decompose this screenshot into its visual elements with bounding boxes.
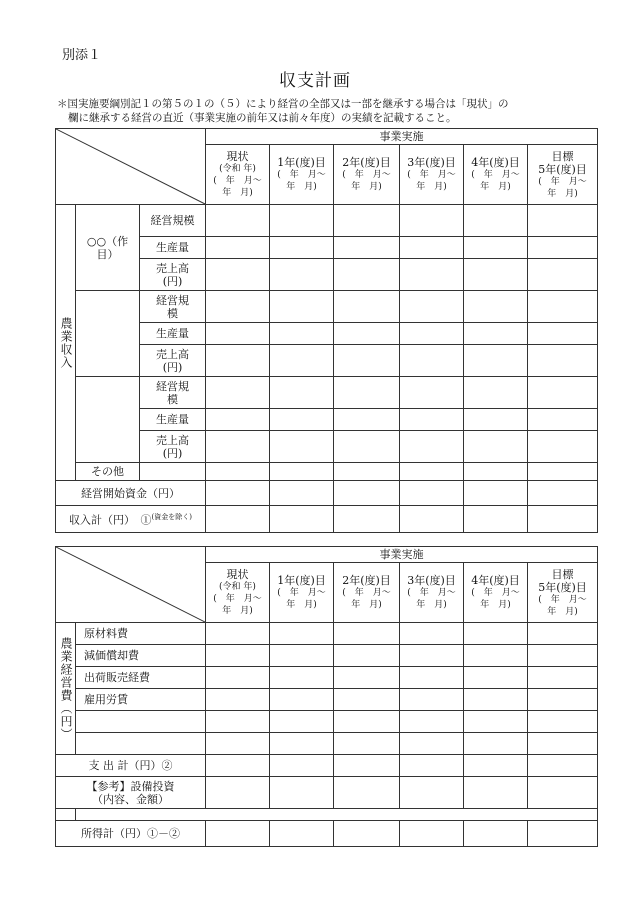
input-cell[interactable] [528,259,598,291]
col-year2: 2年(度)目 ( 年 月～ 年 月) [334,145,400,205]
input-cell[interactable] [334,237,400,259]
income-net-label: 所得計（円）①－② [56,821,206,847]
input-cell[interactable] [464,733,528,755]
input-cell[interactable] [464,623,528,645]
input-cell[interactable] [334,259,400,291]
col-year4: 4年(度)目 ( 年 月～ 年 月) [464,563,528,623]
input-cell[interactable] [334,431,400,463]
page-title: 収支計画 [279,71,351,91]
input-cell[interactable] [400,711,464,733]
input-cell[interactable] [334,645,400,667]
input-cell[interactable] [334,409,400,431]
input-cell[interactable] [334,689,400,711]
startfund-label: 経営開始資金（円） [56,481,206,506]
input-cell[interactable] [528,711,598,733]
input-cell[interactable] [334,733,400,755]
input-cell[interactable] [206,506,270,533]
expense-item: 原材料費 [76,623,206,645]
crop-blank[interactable] [76,377,140,463]
expense-table [55,546,598,847]
input-cell[interactable] [528,481,598,506]
production-label: 生産量 [140,237,206,259]
input-cell[interactable] [270,237,334,259]
input-cell[interactable] [334,777,400,809]
col-goal: 目標 5年(度)目 ( 年 月～ 年 月) [528,563,598,623]
input-cell[interactable] [528,291,598,323]
input-cell[interactable] [334,623,400,645]
input-cell[interactable] [206,623,270,645]
crop-blank[interactable] [76,291,140,377]
input-cell[interactable] [270,259,334,291]
sales-label: 売上高(円) [140,345,206,377]
input-cell[interactable] [528,431,598,463]
input-cell[interactable] [528,377,598,409]
col-goal: 目標 5年(度)目 ( 年 月～ 年 月) [528,145,598,205]
input-cell[interactable] [400,205,464,237]
input-cell[interactable] [528,777,598,809]
production-label: 生産量 [140,409,206,431]
col-year3: 3年(度)目 ( 年 月～ 年 月) [400,145,464,205]
input-cell[interactable] [270,645,334,667]
input-cell[interactable] [464,689,528,711]
input-cell[interactable] [400,377,464,409]
input-cell[interactable] [270,689,334,711]
input-cell[interactable] [334,506,400,533]
input-cell[interactable] [464,345,528,377]
spacer-cell [76,809,598,821]
attachment-label: 別添１ [62,48,102,63]
scale-label: 経営規模 [140,377,206,409]
input-cell[interactable] [400,821,464,847]
input-cell[interactable] [334,291,400,323]
header-diagonal-cell [56,547,206,623]
col-year4: 4年(度)目 ( 年 月～ 年 月) [464,145,528,205]
input-cell[interactable] [400,409,464,431]
input-cell[interactable] [206,821,270,847]
expense-item: 出荷販売経費 [76,667,206,689]
instruction-note [57,97,577,125]
note-line-1: ＊国実施要綱別記１の第５の１の（５）により経営の全部又は一部を継承する場合は「現状」の [57,98,509,110]
input-cell[interactable] [400,733,464,755]
expense-item: 雇用労賃 [76,689,206,711]
input-cell[interactable] [464,323,528,345]
input-cell[interactable] [528,645,598,667]
input-cell[interactable] [206,377,270,409]
input-cell[interactable] [270,506,334,533]
input-cell[interactable] [464,821,528,847]
input-cell[interactable] [464,711,528,733]
input-cell[interactable] [528,755,598,777]
input-cell[interactable] [334,463,400,481]
input-cell[interactable] [528,733,598,755]
input-cell[interactable] [334,205,400,237]
input-cell[interactable] [270,409,334,431]
input-cell[interactable] [400,463,464,481]
input-cell[interactable] [334,323,400,345]
input-cell[interactable] [334,377,400,409]
input-cell[interactable] [400,237,464,259]
input-cell[interactable] [400,755,464,777]
income-table [55,128,598,533]
input-cell[interactable] [270,431,334,463]
input-cell[interactable] [334,481,400,506]
input-cell[interactable] [270,777,334,809]
input-cell[interactable] [206,645,270,667]
input-cell[interactable] [206,291,270,323]
input-cell[interactable] [528,821,598,847]
input-cell[interactable] [206,711,270,733]
input-cell[interactable] [464,431,528,463]
header-diagonal-cell [56,129,206,205]
input-cell[interactable] [464,377,528,409]
input-cell[interactable] [270,481,334,506]
input-cell[interactable] [528,623,598,645]
input-cell[interactable] [464,463,528,481]
input-cell[interactable] [206,409,270,431]
input-cell[interactable] [464,409,528,431]
input-cell[interactable] [270,755,334,777]
input-cell[interactable] [206,237,270,259]
input-cell[interactable] [400,431,464,463]
input-cell[interactable] [270,733,334,755]
input-cell[interactable] [270,205,334,237]
input-cell[interactable] [400,481,464,506]
input-cell[interactable] [400,291,464,323]
input-cell[interactable] [528,689,598,711]
input-cell[interactable] [464,205,528,237]
input-cell[interactable] [334,667,400,689]
spacer-cell [56,809,76,821]
input-cell[interactable] [528,667,598,689]
input-cell[interactable] [400,689,464,711]
jigyo-header: 事業実施 [206,547,598,563]
input-cell[interactable] [464,667,528,689]
input-cell[interactable] [400,506,464,533]
input-cell[interactable] [334,711,400,733]
input-cell[interactable] [464,237,528,259]
crop-label: ○○（作目） [76,205,140,291]
input-cell[interactable] [400,345,464,377]
expense-item: 減価償却費 [76,645,206,667]
input-cell[interactable] [206,345,270,377]
input-cell[interactable] [464,506,528,533]
input-cell[interactable] [206,689,270,711]
input-cell[interactable] [270,667,334,689]
expense-section-label: 農業経営費（円） [56,623,76,755]
investment-label: 【参考】設備投資 （内容、金額） [56,777,206,809]
col-year1: 1年(度)目 ( 年 月～ 年 月) [270,563,334,623]
col-year1: 1年(度)目 ( 年 月～ 年 月) [270,145,334,205]
input-cell[interactable] [400,667,464,689]
input-cell[interactable] [206,205,270,237]
scale-label: 経営規模 [140,205,206,237]
input-cell[interactable] [528,205,598,237]
input-cell[interactable] [400,323,464,345]
input-cell[interactable] [400,259,464,291]
income-total-label: 収入計（円） ①$^{(資金を除く)}$ [56,506,206,533]
input-cell[interactable] [206,667,270,689]
input-cell[interactable] [206,755,270,777]
input-cell[interactable] [400,777,464,809]
income-section-label: 農業収入 [56,205,76,481]
input-cell[interactable] [528,409,598,431]
other-blank[interactable] [140,463,206,481]
input-cell[interactable] [464,481,528,506]
input-cell[interactable] [270,345,334,377]
input-cell[interactable] [206,733,270,755]
col-year2: 2年(度)目 ( 年 月～ 年 月) [334,563,400,623]
input-cell[interactable] [400,623,464,645]
input-cell[interactable] [206,431,270,463]
input-cell[interactable] [464,645,528,667]
expense-item-blank[interactable] [76,711,206,733]
input-cell[interactable] [270,377,334,409]
input-cell[interactable] [464,755,528,777]
input-cell[interactable] [528,463,598,481]
sales-label: 売上高(円) [140,431,206,463]
expense-total-label: 支 出 計（円）② [56,755,206,777]
input-cell[interactable] [528,345,598,377]
input-cell[interactable] [528,323,598,345]
expense-item-blank[interactable] [76,733,206,755]
input-cell[interactable] [464,777,528,809]
input-cell[interactable] [270,711,334,733]
input-cell[interactable] [270,821,334,847]
input-cell[interactable] [334,345,400,377]
note-line-2: 欄に継承する経営の直近（事業実施の前年又は前々年度）の実績を記載すること。 [68,112,457,124]
production-label: 生産量 [140,323,206,345]
input-cell[interactable] [206,259,270,291]
input-cell[interactable] [206,323,270,345]
input-cell[interactable] [528,506,598,533]
input-cell[interactable] [464,259,528,291]
input-cell[interactable] [334,821,400,847]
input-cell[interactable] [464,291,528,323]
input-cell[interactable] [334,755,400,777]
col-genjo: 現状 (令和 年) ( 年 月～ 年 月) [206,145,270,205]
input-cell[interactable] [206,481,270,506]
input-cell[interactable] [206,777,270,809]
sales-label: 売上高(円) [140,259,206,291]
jigyo-header: 事業実施 [206,129,598,145]
col-genjo: 現状 (令和 年) ( 年 月～ 年 月) [206,563,270,623]
scale-label: 経営規模 [140,291,206,323]
input-cell[interactable] [270,623,334,645]
input-cell[interactable] [270,291,334,323]
input-cell[interactable] [206,463,270,481]
input-cell[interactable] [270,463,334,481]
input-cell[interactable] [400,645,464,667]
input-cell[interactable] [270,323,334,345]
input-cell[interactable] [528,237,598,259]
other-label: その他 [76,463,140,481]
col-year3: 3年(度)目 ( 年 月～ 年 月) [400,563,464,623]
